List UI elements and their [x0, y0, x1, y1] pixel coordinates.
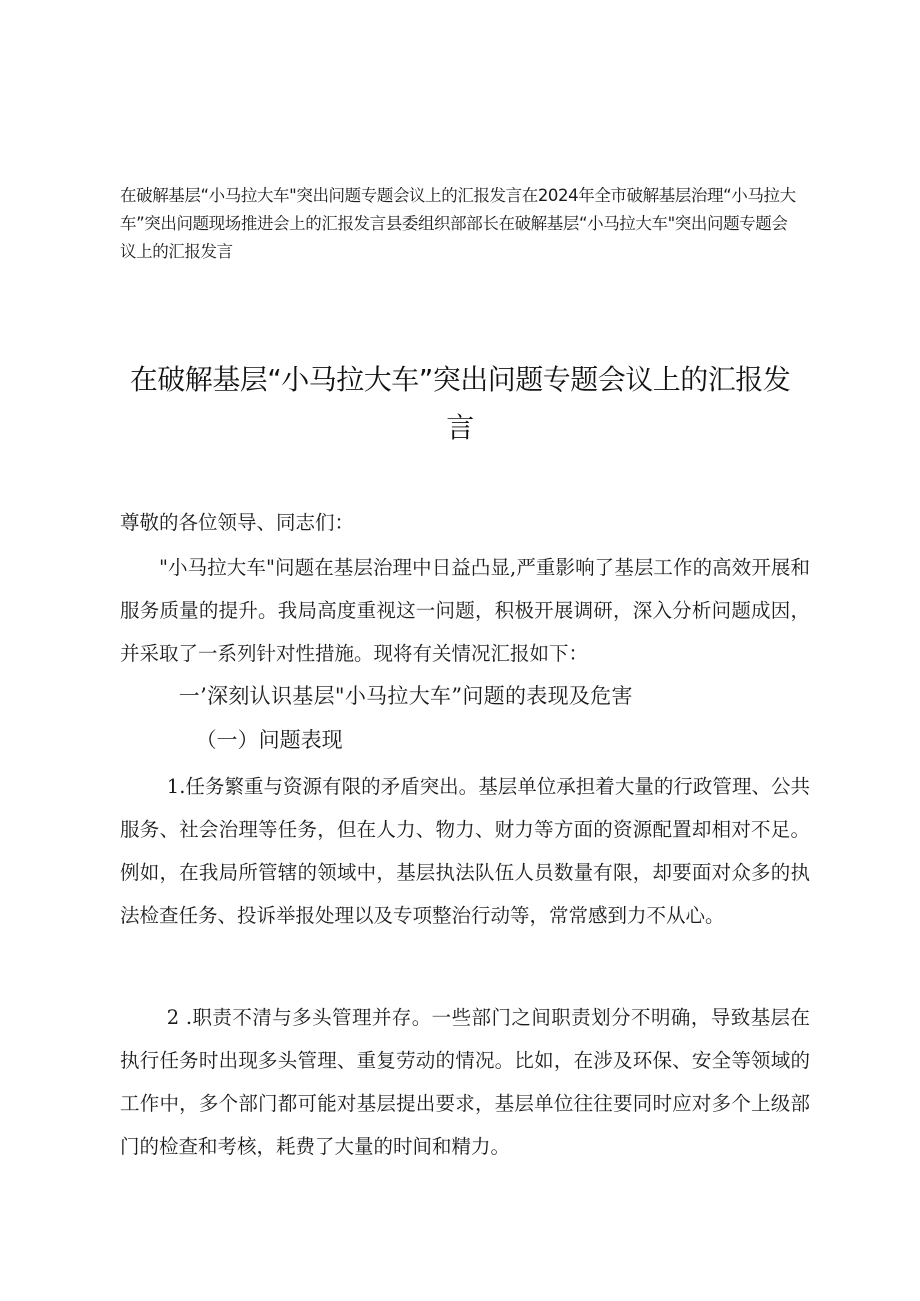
point-2-paragraph: 2 .职责不清与多头管理并存。一些部门之间职责划分不明确，导致基层在执行任务时出现多头管理、重复劳动的情况。比如，在涉及环保、安全等领域的工作中，多个部门都可能对基层提出要求，基层单位往往要同时应对多个上级部门的检查和考核，耗费了大量的时间和精力。: [120, 1006, 810, 1158]
point-1-paragraph: 1.任务繁重与资源有限的矛盾突出。基层单位承担着大量的行政管理、公共服务、社会治理等任务，但在人力、物力、财力等方面的资源配置却相对不足。例如，在我局所管辖的领域中，基层执法队伍人员数量有限，却要面对众多的执法检查任务、投诉举报处理以及专项整治行动等，常常感到力不从心。: [120, 775, 810, 927]
intro-paragraph: "小马拉大车"问题在基层治理中日益凸显,严重影响了基层工作的高效开展和服务质量的提升。我局高度重视这一问题，积极开展调研，深入分析问题成因，并采取了一系列针对性措施。现将有关情况汇报如下：: [120, 556, 810, 665]
section-heading: 一’深刻认识基层"小马拉大车”问题的表现及危害: [178, 684, 633, 708]
document-title: 在破解基层“小马拉大车”突出问题专题会议上的汇报发言: [129, 363, 791, 444]
combined-titles-header: 在破解基层“小马拉大车"突出问题专题会议上的汇报发言在2024年全市破解基层治理“小马拉大车”突出问题现场推进会上的汇报发言县委组织部部长在破解基层“小马拉大车"突出问题专题会议上的汇报发言: [120, 186, 796, 261]
subsection-heading: （一）问题表现: [195, 728, 343, 752]
salutation: 尊敬的各位领导、同志们：: [120, 511, 355, 534]
